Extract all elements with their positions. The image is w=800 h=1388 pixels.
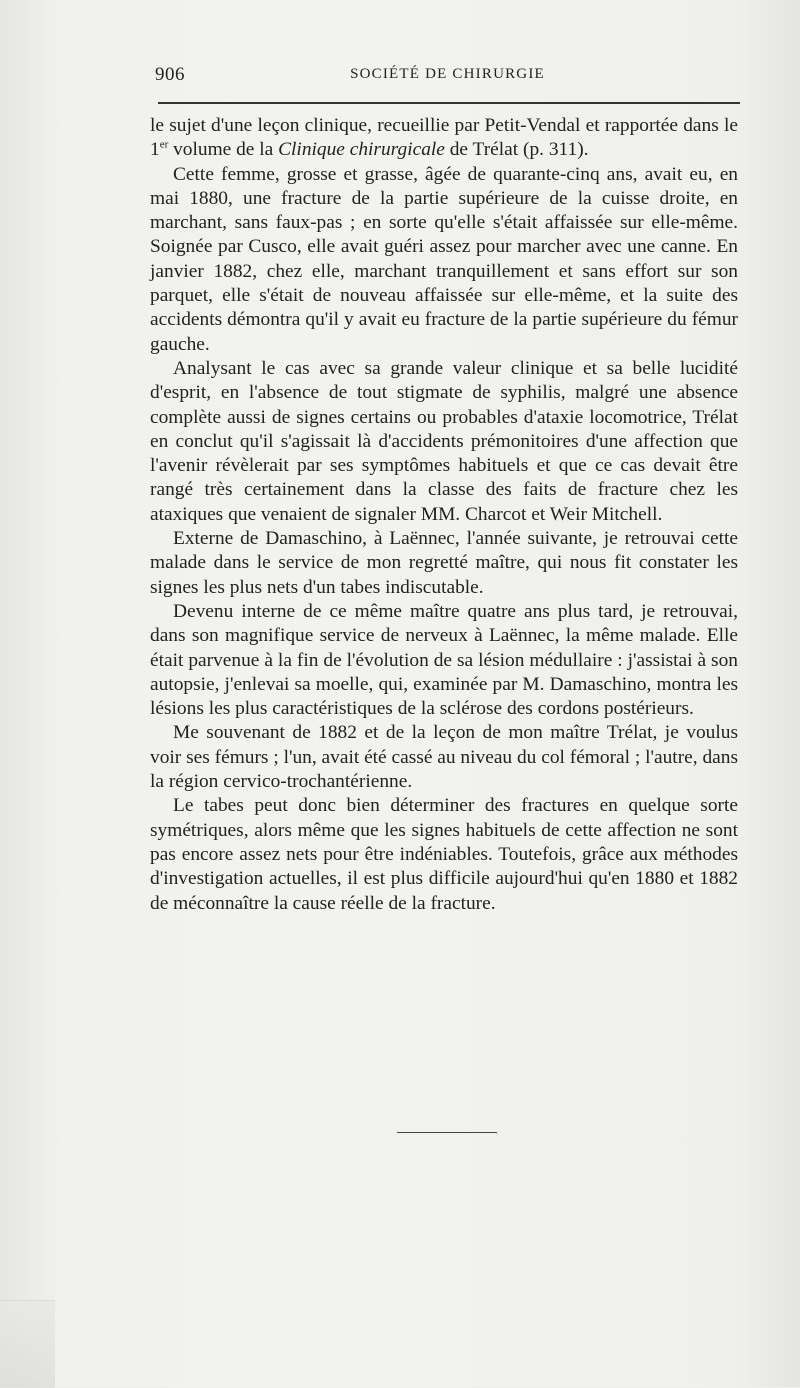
header-rule: [158, 102, 740, 104]
page-edge-shadow: [0, 1300, 55, 1388]
paragraph: Externe de Damaschino, à Laënnec, l'année suivante, je retrouvai cette malade dans le service de mon regretté maître, qui nous fit constater les signes les plus nets d'un tabes indiscutable.: [150, 528, 738, 598]
paragraph-text: le sujet d'une leçon clinique, recueillie par Petit-Vendal et rapportée dans le 1: [150, 115, 738, 161]
book-title-italic: Clinique chirurgicale: [278, 139, 445, 161]
body-text: [150, 114, 738, 916]
paragraph: Analysant le cas avec sa grande valeur clinique et sa belle lucidité d'esprit, en l'absence de tout stigmate de syphilis, malgré une absence complète aussi de signes certains ou probables d'ataxie locomotrice, Trélat en conclut qu'il s'agissait là d'accidents prémonitoires d'une affection que l'avenir révèlerait par ses symptômes habituels et que ce cas devait être rangé très certainement dans la classe des faits de fracture chez les ataxiques que venaient de signaler MM. Charcot et Weir Mitchell.: [150, 357, 738, 525]
ordinal-superscript: er: [159, 138, 169, 151]
paragraph-text: de Trélat (p. 311).: [444, 139, 589, 161]
page-header: [155, 64, 740, 88]
paragraph: Cette femme, grosse et grasse, âgée de quarante-cinq ans, avait eu, en mai 1880, une fracture de la partie supérieure de la cuisse droite, en marchant, sans faux-pas ; en sorte qu'elle s'était affaissée sur elle-même. Soignée par Cusco, elle avait guéri assez pour marcher avec une canne. En janvier 1882, chez elle, marchant tranquillement et sans effort sur son parquet, elle s'était de nouveau affaissée sur elle-même, et la suite des accidents démontra qu'il y avait eu fracture de la partie supérieure du fémur gauche.: [150, 163, 738, 355]
paragraph: Le tabes peut donc bien déterminer des fractures en quelque sorte symétriques, alors même que les signes habituels de cette affection ne sont pas encore assez nets pour être indéniables. Toutefois, grâce aux méthodes d'investigation actuelles, il est plus difficile aujourd'hui qu'en 1880 et 1882 de méconnaître la cause réelle de la fracture.: [150, 795, 738, 914]
paragraph-continued: [150, 114, 738, 163]
paragraph: Me souvenant de 1882 et de la leçon de mon maître Trélat, je voulus voir ses fémurs ; l'un, avait été cassé au niveau du col fémoral ; l'autre, dans la région cervico-trochantérienne.: [150, 722, 738, 793]
page-number: 906: [155, 64, 185, 85]
paragraph: Devenu interne de ce même maître quatre ans plus tard, je retrouvai, dans son magnifique service de nerveux à Laënnec, la même malade. Elle était parvenue à la fin de l'évolution de sa lésion médullaire : j'assistai à son autopsie, j'enlevai sa moelle, qui, examinée par M. Damaschino, montra les lésions les plus caractéristiques de la sclérose des cordons postérieurs.: [150, 600, 738, 720]
running-title: SOCIÉTÉ DE CHIRURGIE: [350, 66, 545, 82]
paragraph-text: volume de la: [168, 139, 279, 161]
section-end-rule: [397, 1132, 497, 1133]
